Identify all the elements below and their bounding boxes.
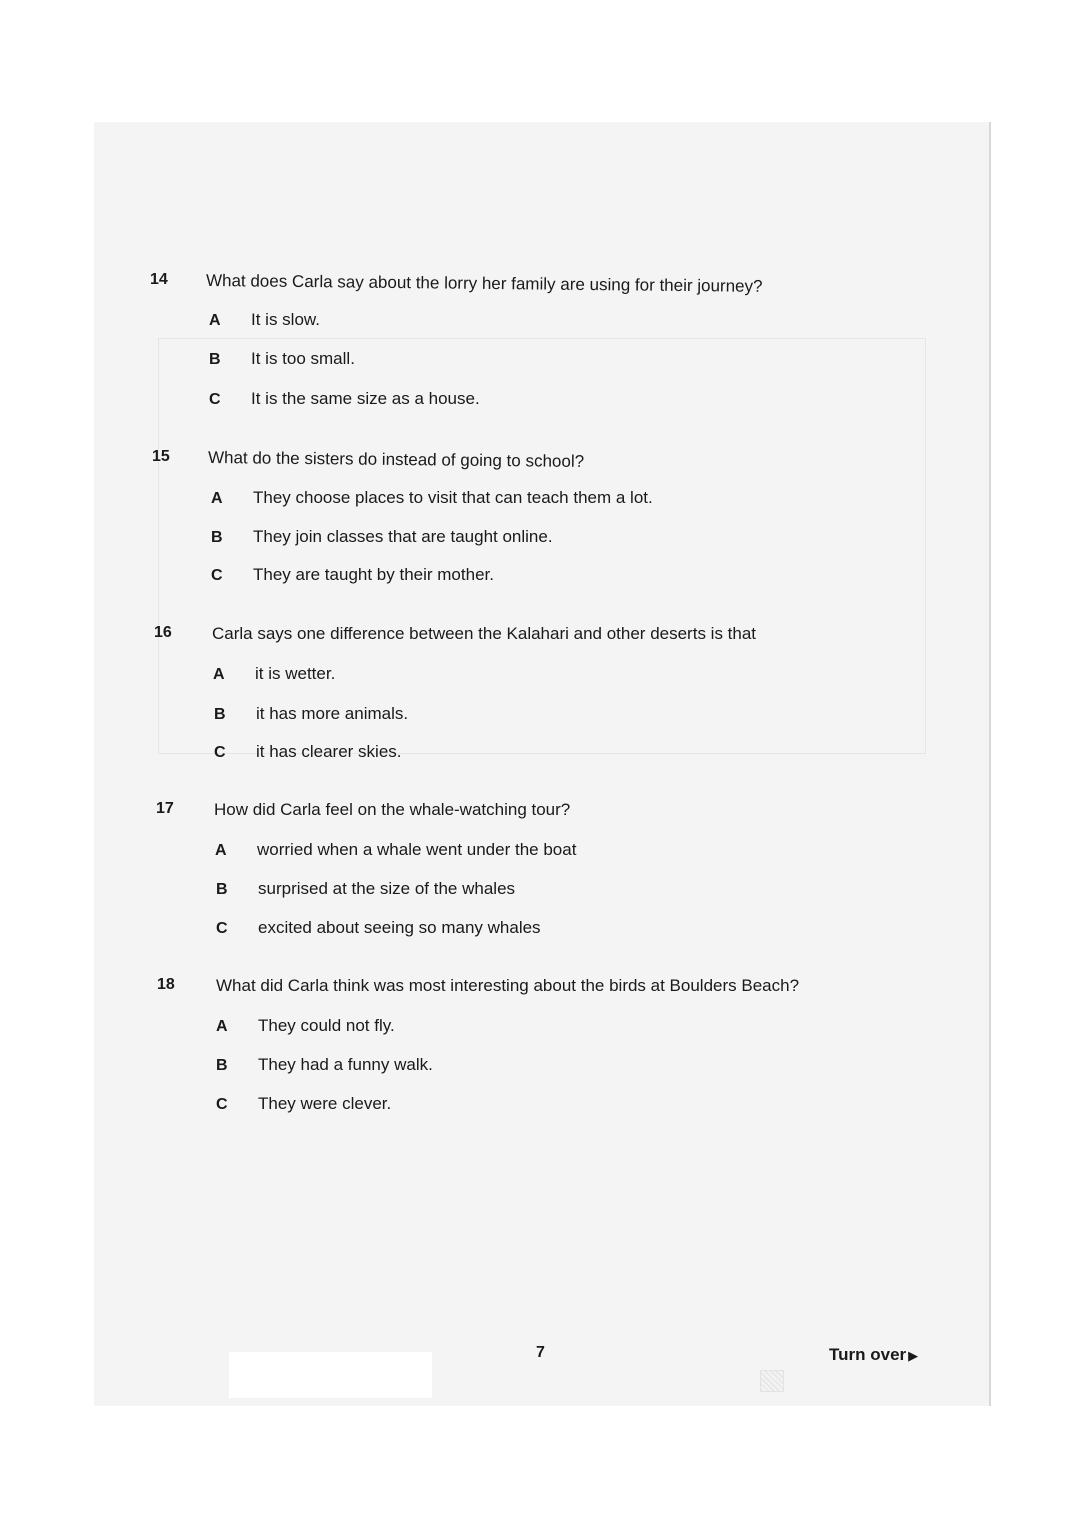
- option-b[interactable]: [209, 349, 355, 369]
- option-letter: C: [214, 744, 226, 761]
- option-letter: C: [211, 567, 223, 584]
- option-text: it has clearer skies.: [256, 742, 402, 761]
- option-text: surprised at the size of the whales: [258, 879, 516, 898]
- option-text: It is too small.: [251, 349, 355, 368]
- option-c[interactable]: [214, 742, 402, 762]
- qr-stamp-icon: [760, 1370, 784, 1392]
- option-letter: A: [216, 1018, 228, 1035]
- question-number: 18: [157, 976, 175, 993]
- option-b[interactable]: [211, 527, 553, 547]
- option-text: It is the same size as a house.: [251, 389, 480, 408]
- option-letter: B: [209, 351, 221, 368]
- option-letter: A: [209, 312, 221, 329]
- question-number: 15: [152, 448, 170, 465]
- question-number: 16: [154, 624, 172, 641]
- option-text: They were clever.: [258, 1094, 392, 1113]
- option-letter: B: [214, 706, 226, 723]
- option-a[interactable]: [215, 840, 576, 860]
- question-text: Carla says one difference between the Kalahari and other deserts is that: [212, 624, 757, 643]
- option-c[interactable]: [216, 918, 541, 938]
- option-letter: A: [213, 666, 225, 683]
- option-letter: C: [216, 920, 228, 937]
- page-number: 7: [536, 1344, 545, 1361]
- option-c[interactable]: [211, 565, 494, 585]
- option-text: it is wetter.: [255, 664, 336, 683]
- question-text: What does Carla say about the lorry her family are using for their journey?: [205, 271, 763, 296]
- option-c[interactable]: [209, 389, 480, 409]
- turn-over-text: Turn over: [829, 1345, 907, 1364]
- option-text: excited about seeing so many whales: [258, 918, 541, 937]
- option-b[interactable]: [216, 879, 515, 899]
- option-c[interactable]: [216, 1094, 391, 1114]
- option-text: worried when a whale went under the boat: [257, 840, 577, 859]
- option-text: They are taught by their mother.: [253, 565, 494, 584]
- option-a[interactable]: [209, 310, 320, 330]
- turn-over-label: [829, 1345, 918, 1365]
- option-letter: C: [209, 391, 221, 408]
- question-text: What do the sisters do instead of going to school?: [207, 448, 585, 471]
- option-letter: C: [216, 1096, 228, 1113]
- redacted-area: [229, 1352, 432, 1398]
- option-letter: B: [216, 881, 228, 898]
- option-a[interactable]: [211, 488, 653, 508]
- question-text: What did Carla think was most interesting about the birds at Boulders Beach?: [216, 976, 800, 995]
- right-triangle-icon: ▶: [908, 1348, 919, 1363]
- option-text: It is slow.: [251, 310, 320, 329]
- option-letter: A: [211, 490, 223, 507]
- option-letter: B: [211, 529, 223, 546]
- option-b[interactable]: [214, 704, 408, 724]
- option-letter: A: [215, 842, 227, 859]
- option-letter: B: [216, 1057, 228, 1074]
- option-text: They could not fly.: [258, 1016, 395, 1035]
- question-number: 14: [150, 271, 168, 288]
- option-text: They choose places to visit that can teach them a lot.: [253, 488, 653, 507]
- question-text: How did Carla feel on the whale-watching tour?: [214, 800, 571, 819]
- option-text: it has more animals.: [256, 704, 409, 723]
- question-number: 17: [156, 800, 174, 817]
- option-text: They had a funny walk.: [258, 1055, 433, 1074]
- option-text: They join classes that are taught online.: [253, 527, 553, 546]
- option-a[interactable]: [213, 664, 335, 684]
- option-b[interactable]: [216, 1055, 433, 1075]
- option-a[interactable]: [216, 1016, 395, 1036]
